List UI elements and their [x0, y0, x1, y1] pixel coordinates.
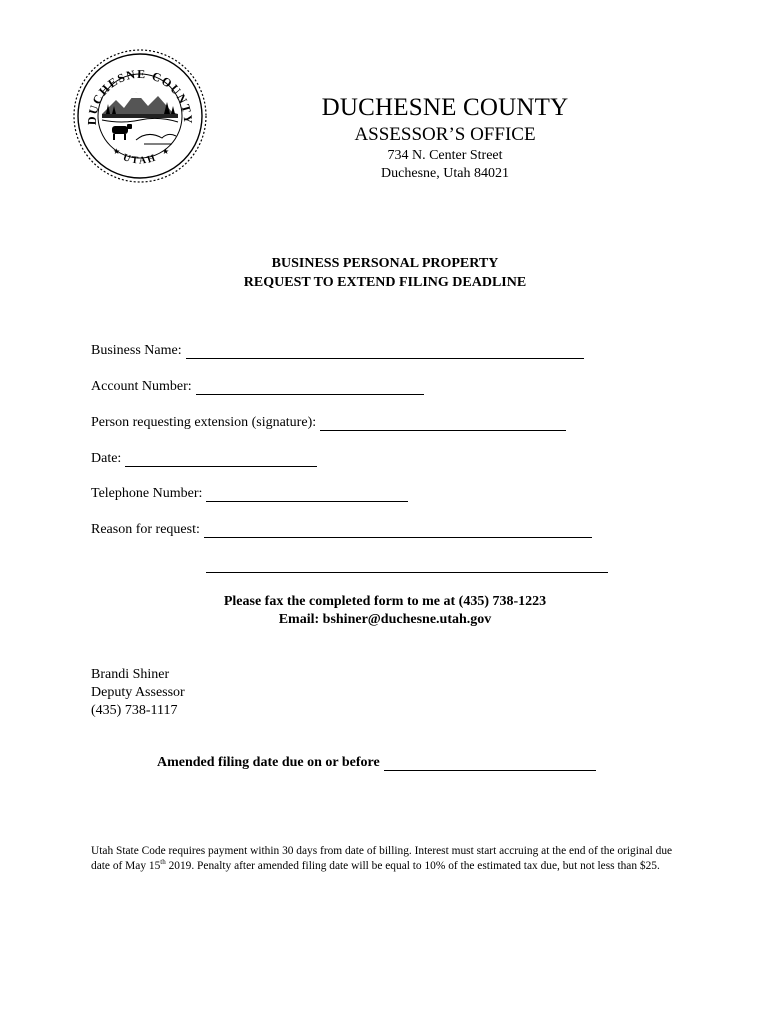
legal-note-part2: 2019. Penalty after amended filing date will be equal to 10% of the estimated tax due, but not less than $25.: [165, 860, 660, 872]
telephone-row: [91, 486, 408, 502]
amended-date-row: [157, 755, 596, 771]
account-number-row: [91, 379, 424, 395]
svg-text:★: ★: [162, 147, 170, 156]
office-title: ASSESSOR’S OFFICE: [354, 124, 536, 145]
assessor-name: Brandi Shiner: [91, 667, 170, 682]
date-line[interactable]: [125, 453, 317, 467]
county-seal: [72, 48, 208, 184]
city-address: Duchesne, Utah 84021: [381, 166, 509, 181]
form-title-line2: REQUEST TO EXTEND FILING DEADLINE: [243, 275, 527, 290]
business-name-label: Business Name:: [91, 343, 182, 358]
person-requesting-row: [91, 415, 566, 431]
assessor-phone: (435) 738-1117: [91, 703, 178, 718]
reason-label: Reason for request:: [91, 522, 200, 537]
seal-county-text: DUCHESNE COUNTY: [84, 66, 196, 126]
date-row: [91, 451, 317, 467]
legal-note: [91, 844, 691, 874]
reason-line-2[interactable]: [206, 559, 608, 573]
amended-date-label: Amended filing date due on or before: [157, 755, 380, 770]
telephone-line[interactable]: [206, 488, 408, 502]
business-name-row: [91, 343, 584, 359]
legal-note-sup: th: [160, 858, 166, 867]
amended-date-line[interactable]: [384, 757, 596, 771]
signature-line[interactable]: [320, 417, 566, 431]
email-instruction: Email: bshiner@duchesne.utah.gov: [278, 612, 492, 627]
street-address: 734 N. Center Street: [387, 148, 503, 163]
account-number-line[interactable]: [196, 381, 424, 395]
seal-scene: [102, 92, 178, 144]
person-requesting-label: Person requesting extension (signature):: [91, 415, 317, 430]
assessor-title: Deputy Assessor: [91, 685, 185, 700]
legal-note-part1: Utah State Code requires payment within 30 days from date of billing. Interest must start accruing at the end of the original due date of May 15: [91, 845, 673, 872]
form-title-line1: BUSINESS PERSONAL PROPERTY: [271, 256, 499, 271]
fax-instruction: Please fax the completed form to me at (435) 738-1223: [223, 594, 547, 609]
seal-state-text: UTAH: [121, 152, 159, 167]
reason-row: [91, 522, 592, 538]
telephone-label: Telephone Number:: [91, 486, 203, 501]
reason-line[interactable]: [204, 524, 592, 538]
county-title: DUCHESNE COUNTY: [321, 94, 569, 121]
svg-text:★: ★: [113, 147, 121, 156]
business-name-line[interactable]: [186, 345, 584, 359]
account-number-label: Account Number:: [91, 379, 192, 394]
date-label: Date:: [91, 451, 122, 466]
